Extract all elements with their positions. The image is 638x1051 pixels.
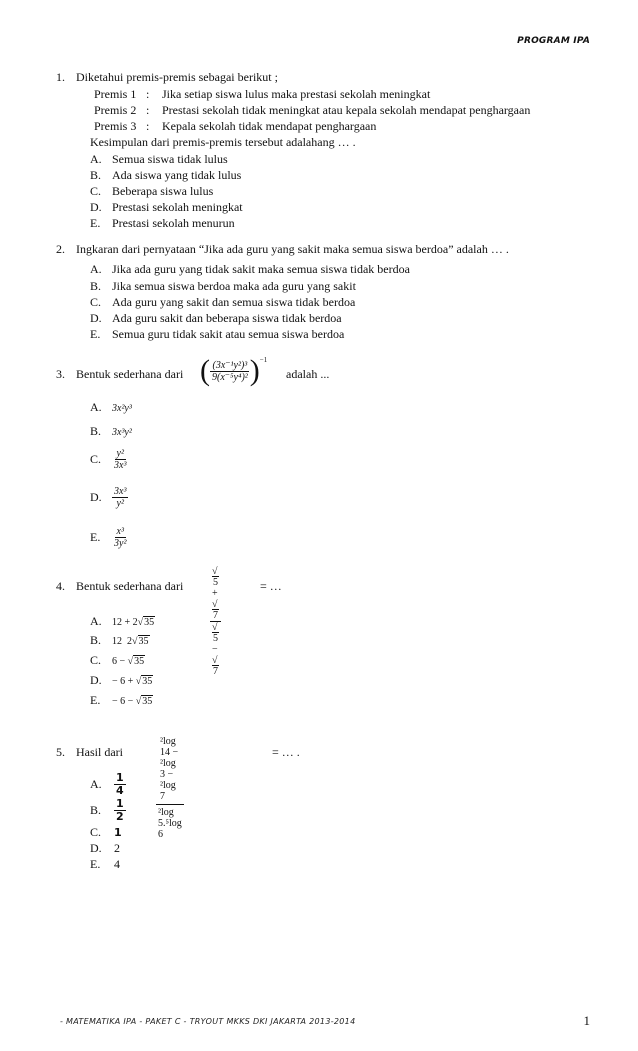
option-letter: A.: [90, 152, 102, 166]
premise-3: [94, 119, 376, 134]
premise-sep: :: [146, 119, 150, 133]
question-number: 1.: [56, 70, 65, 84]
fraction: [156, 736, 184, 840]
expression: [210, 566, 221, 677]
premise-label: Premis 3: [94, 119, 137, 133]
option-text: Semua guru tidak sakit atau semua siswa berdoa: [112, 327, 345, 341]
denominator: ²log 5.⁵log 6: [158, 807, 182, 840]
option-letter: C.: [90, 184, 102, 198]
denominator: 3x³: [114, 460, 127, 471]
option-b: B. 12 2√35: [90, 633, 149, 647]
option-a: [90, 152, 228, 167]
option-c: [90, 448, 128, 471]
premise-label: Premis 2: [94, 103, 137, 117]
option-letter: E.: [90, 693, 101, 707]
option-c: C. 6 − √35: [90, 653, 145, 667]
option-letter: B.: [90, 803, 102, 817]
option-letter: D.: [90, 311, 102, 325]
option-letter: A.: [90, 777, 102, 791]
option-b: [90, 424, 132, 440]
option-c: [90, 184, 213, 199]
option-letter: B.: [90, 279, 102, 293]
question-stem: Bentuk sederhana dari: [76, 367, 184, 381]
option-text: Ada guru sakit dan beberapa siswa tidak berdoa: [112, 311, 342, 325]
expression: [200, 356, 267, 386]
numerator: 1: [116, 771, 124, 784]
fraction: [210, 360, 250, 383]
premise-text: Prestasi sekolah tidak meningkat atau kepala sekolah mendapat penghargaan: [162, 103, 531, 117]
option-e: [90, 216, 235, 231]
option-letter: B.: [90, 633, 102, 647]
premise-text: Jika setiap siswa lulus maka prestasi sekolah meningkat: [162, 87, 431, 101]
option-e: [90, 526, 128, 549]
option-text: Beberapa siswa lulus: [112, 184, 214, 198]
question-number: 2.: [56, 242, 65, 256]
option-d: [90, 200, 243, 215]
option-text: 4: [114, 857, 120, 871]
option-c: [90, 825, 122, 840]
option-letter: C.: [90, 295, 102, 309]
option-c: [90, 295, 355, 310]
option-a: [90, 772, 126, 797]
option-text: Ada siswa yang tidak lulus: [112, 168, 242, 182]
option-letter: E.: [90, 216, 101, 230]
option-letter: C.: [90, 452, 102, 466]
page-number: 1: [583, 1013, 590, 1028]
option-text: Jika semua siswa berdoa maka ada guru yang sakit: [112, 279, 356, 293]
question-stem: Bentuk sederhana dari: [76, 579, 184, 593]
option-d: [90, 841, 120, 856]
question-stem: Diketahui premis-premis sebagai berikut ;: [76, 70, 278, 84]
expression: [156, 736, 184, 840]
option-text: 3x³y²: [112, 427, 132, 438]
fraction: [112, 486, 128, 509]
option-letter: D.: [90, 490, 102, 504]
denominator: 2: [116, 810, 124, 823]
conclusion-prompt: Kesimpulan dari premis-premis tersebut adalahang … .: [90, 135, 356, 149]
option-b: [90, 168, 241, 183]
premise-1: [94, 87, 430, 102]
numerator: √5 + √7: [210, 566, 221, 622]
option-letter: D.: [90, 841, 102, 855]
left-paren: (: [200, 354, 210, 387]
premise-sep: :: [146, 103, 150, 117]
denominator: y²: [116, 498, 124, 509]
premise-2: [94, 103, 530, 118]
option-text: Prestasi sekolah menurun: [112, 216, 235, 230]
question-number: 3.: [56, 367, 65, 381]
fraction: [112, 448, 128, 471]
premise-label: Premis 1: [94, 87, 137, 101]
question-stem: Hasil dari: [76, 745, 123, 759]
option-letter: A.: [90, 262, 102, 276]
denominator: √5 − √7: [212, 622, 218, 677]
option-text: Jika ada guru yang tidak sakit maka semua siswa tidak berdoa: [112, 262, 410, 276]
page-footer: - MATEMATIKA IPA - PAKET C - TRYOUT MKKS DKI JAKARTA 2013-2014: [60, 1017, 356, 1026]
numerator: y²: [116, 448, 124, 459]
option-letter: C.: [90, 825, 102, 839]
option-b: [90, 279, 356, 294]
option-e: [90, 327, 344, 342]
option-letter: B.: [90, 168, 102, 182]
option-a: [90, 400, 132, 416]
numerator: x³: [116, 526, 124, 537]
option-letter: E.: [90, 530, 101, 544]
option-letter: A.: [90, 400, 102, 414]
option-text: 1: [114, 826, 122, 839]
option-letter: E.: [90, 327, 101, 341]
option-d: [90, 486, 128, 509]
numerator: 1: [116, 797, 124, 810]
page-header: PROGRAM IPA: [517, 36, 590, 46]
option-letter: D.: [90, 200, 102, 214]
option-d: D. − 6 + √35: [90, 673, 153, 687]
fraction: [112, 526, 128, 549]
denominator: 9(x⁻⁵y⁴)²: [212, 371, 248, 383]
question-number: 4.: [56, 579, 65, 593]
option-text: Prestasi sekolah meningkat: [112, 200, 243, 214]
option-letter: E.: [90, 857, 101, 871]
option-a: A. 12 + 2√35: [90, 614, 155, 628]
fraction: [114, 772, 126, 797]
fraction: [210, 566, 221, 677]
option-letter: C.: [90, 653, 102, 667]
option-e: [90, 857, 120, 872]
question-tail: = …: [260, 579, 282, 593]
option-d: [90, 311, 342, 326]
option-text: Semua siswa tidak lulus: [112, 152, 228, 166]
question-tail: adalah ...: [286, 367, 330, 381]
denominator: 3y²: [114, 538, 127, 549]
option-b: [90, 798, 126, 823]
option-text: Ada guru yang sakit dan semua siswa tidak berdoa: [112, 295, 356, 309]
right-paren: ): [249, 354, 260, 387]
numerator: (3x⁻¹y²)³: [212, 359, 248, 371]
denominator: 4: [116, 784, 124, 797]
option-letter: A.: [90, 614, 102, 628]
question-stem: Ingkaran dari pernyataan “Jika ada guru yang sakit maka semua siswa berdoa” adalah … .: [76, 242, 509, 256]
option-text: 3x²y³: [112, 403, 132, 414]
numerator: ²log 14 − ²log 3 − ²log 7: [156, 736, 184, 805]
option-letter: D.: [90, 673, 102, 687]
question-number: 5.: [56, 745, 65, 759]
fraction: [114, 798, 126, 823]
exponent: −1: [259, 356, 268, 364]
option-text: 2: [114, 841, 120, 855]
premise-text: Kepala sekolah tidak mendapat penghargaan: [162, 119, 377, 133]
option-a: [90, 262, 410, 277]
numerator: 3x³: [114, 486, 127, 497]
option-letter: B.: [90, 424, 102, 438]
option-e: E. − 6 − √35: [90, 693, 153, 707]
premise-sep: :: [146, 87, 150, 101]
question-tail: = … .: [272, 745, 300, 759]
